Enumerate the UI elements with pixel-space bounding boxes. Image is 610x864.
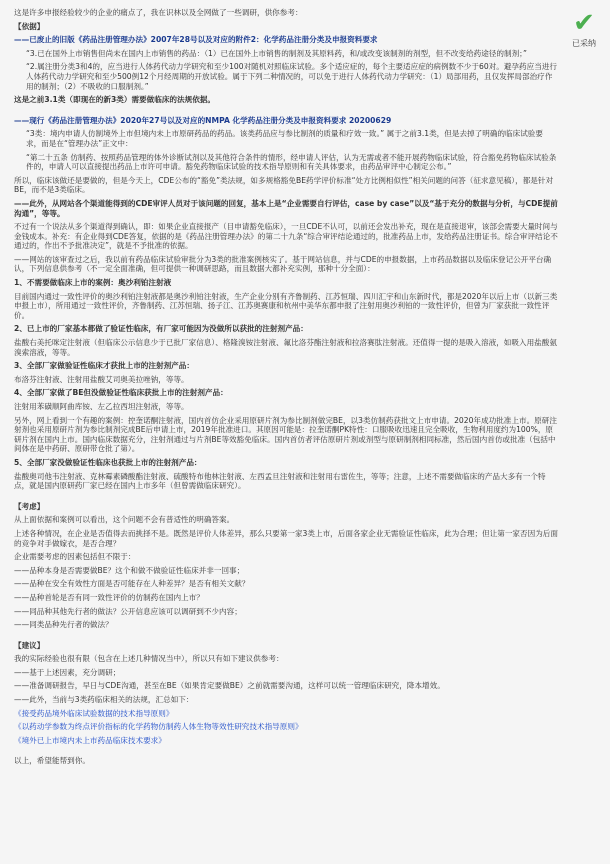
case-4-title: 4、全部厂家做了BE但没做验证性临床获批上市的注射剂产品：: [14, 388, 228, 398]
old-quote-2: “2.属注册分类3和4的，应当进行人体药代动力学研究和至少100对随机对照临床试验。多个适应症的，每个主要适应症的病例数不少于60对。避孕药应当进行人体药代动力学研究和至少500例12个月经周期的开放试验。属于下列二种情况的，可以免于进行人体药代动力学研究：（1）局部用药，且仅发挥局部治疗作用的制剂；（2）不吸收的口服制剂。”: [26, 62, 557, 91]
case-5-text: 盐酸奥司他韦注射液、克林霉素磷酸酯注射液、硫酸特布他林注射液、左西孟旦注射液和注射用右雷佐生，等等；注意，上述不需要做临床的产品大多有一个特点，就是国内原研药厂家已经在国内上市多年（但曾需做临床研究）。: [14, 471, 546, 491]
advice-list-item: ——准备调研报告，早日与CDE沟通，甚至在BE（如果肯定要做BE）之前就需要沟通，这样可以统一管理临床研究，降本增效。: [14, 681, 445, 691]
intro-text: 这是许多申报经验较少的企业的痛点了，我在识林以及全网做了一些调研，供你参考：: [14, 8, 303, 17]
guideline-link[interactable]: 《境外已上市境内未上市药品临床技术要求》: [14, 735, 166, 745]
new-regulation-heading: ——现行《药品注册管理办法》2020年27号以及对应的NMPA 化学药品注册分类及申报资料要求 20200629: [14, 115, 392, 125]
advice-title: 【建议】: [14, 640, 45, 650]
thinking-list-item: ——同品种其他先行者的做法？公开信息应该可以调研到不少内容；: [14, 606, 242, 616]
thinking-list-item: ——品种首轮是否有同一致性评价的仿制药在国内上市？: [14, 592, 204, 602]
thinking-list-item: ——品种本身是否需要做BE？这个和做不做验证性临床并非一回事；: [14, 565, 245, 575]
case-1-title: 1、不需要做临床上市的案例：奥沙利铂注射液: [14, 278, 172, 288]
case-1-text: 目前国内通过一致性评价的奥沙利铂注射液都是奥沙利铂注射液，生产企业分别有齐鲁制药、江苏恒瑞、四川汇宇和山东新时代，都是2020年以后上市（以新三类申报上市），所用通过一致性评价，齐鲁制药、江苏恒瑞、扬子江、江苏奥赛康和杭州中美华东都申报了注射用奥沙利铂的一致性评价，但曾为厂家获批一致性评价。: [14, 291, 558, 320]
closing-text: 以上，希望能帮到你。: [14, 756, 90, 766]
thinking-text-3: 企业需要考虑的因素包括但不限于：: [14, 552, 136, 562]
case-2-text: 盐酸右美托咪定注射液（但临床公示信息少于已批厂家信息）、格隆溴铵注射液、氟比洛芬酯注射液和拉洛赛肽注射液。还值得一提的是吸入溶液，如吸入用盐酸氨溴索溶液，等等。: [14, 338, 557, 357]
case-3-title: 3、全部厂家做验证性临床才获批上市的注射剂产品：: [14, 361, 194, 371]
cde-paragraph-1: ——此外，从网站各个渠道能得到的CDE审评人员对于该问题的回复，基本上是“企业需要自行评估，case by case”以及“基于充分的数据与分析，与CDE提前沟通”，等等。: [14, 198, 558, 218]
thinking-title: 【考虑】: [14, 501, 45, 511]
case-4-text-1: 注射用苯磺顺阿曲库铵、左乙拉西坦注射液，等等。: [14, 402, 189, 411]
cde-paragraph-2: 不过有一个说法从多个渠道得到确认，即：如果企业直接报产（目申请豁免临床），一旦CDE不认可，以前还会发出补充，现在是直接退审，该部会需要大量时间与金钱成本。补充：有企业得到CDE答复，依据的是《药品注册管理办法》的第二十九条“综合审评结论通过的，批准药品上市，发给药品注册证书。综合审评结论不通过的，作出不予批准决定”，就是不予批准的依据。: [14, 222, 558, 251]
guideline-link[interactable]: 《接受药品境外临床试验数据的技术指导原则》: [14, 708, 174, 718]
new-paragraph: 所以，临床该做还是要做的，但是今天上，CDE公布的“豁免”类法规，如多规格豁免BE药学评价标准“处方比例相似性”相关问题的问答（征求意见稿），都是针对BE，而不是3类临床。: [14, 175, 554, 195]
case-3-text: 布洛芬注射液、注射用盐酸艾司奥美拉唑钠，等等。: [14, 374, 189, 384]
cde-paragraph-3: ——网站的该审查过之后，我以前有药品临床试验审批分为3类的批准案例核实了。基于网站信息，并与CDE的申报数据，上市药品数据以及临床登记公开平台确认，下列信息供参考（不一定全面准确，但可提供一种调研思路，而且数据大都补充实例，那种十分全面）：: [14, 254, 552, 274]
basis-title: 【依据】: [14, 21, 45, 31]
advice-list-item: ——此外，当前与3类药临床相关的法规，汇总如下：: [14, 695, 194, 705]
old-conclusion: 这是之前3.1类（即现在的新3类）需要做临床的法规依据。: [14, 95, 215, 105]
case-2-title: 2、已上市的厂家基本都做了验证性临床，有厂家可能因为没做所以获批的注射剂产品：: [14, 324, 308, 334]
advice-list-item: ——基于上述因素，充分调研；: [14, 667, 121, 677]
old-quote-1: “3.已在国外上市销售但尚未在国内上市销售的药品：（1）已在国外上市销售的制剂及其原料药，和/或改变该制剂的剂型，但不改变给药途径的制剂；”: [26, 48, 527, 58]
advice-text: 我的实际经验也很有限（包含在上述几种情况当中），所以只有如下建议供参考：: [14, 654, 284, 664]
new-quote-1: “3类：境内申请人仿制境外上市但境内未上市原研药品的药品。该类药品应与参比制剂的质量和疗效一致。” 属于之前3.1类，但是去掉了明确的临床试验要求，而是在“管理办法”正文中：: [26, 129, 543, 148]
thinking-list-item: ——品种在安全有效性方面是否可能存在人种差异？是否有相关文献？: [14, 579, 250, 589]
check-icon: ✔: [573, 8, 595, 38]
accepted-badge: [566, 10, 602, 49]
accepted-label: 已采纳: [572, 39, 596, 48]
case-5-title: 5、全部厂家没做验证性临床也获批上市的注射剂产品：: [14, 457, 202, 467]
old-regulation-heading: ——已废止的旧版《药品注册管理办法》2007年28号以及对应的附件2：化学药品注册分类及申报资料要求: [14, 35, 378, 45]
thinking-list-item: ——同类品种先行者的做法？: [14, 620, 113, 630]
case-4-text-2: 另外，网上看到一个有趣的案例：控奎诺酮注射液，国内首仿企业采用原研片剂为参比制剂做完BE，以3类仿制药获批文上市申请。2020年成功批准上市。原研注射剂也采用原研片剂为参比制剂完成BE后申请上市，2019年批准进口。其原因可能是：拉奎诺酮PK特性：口服吸收迅速且完全吸收，生物利用度约为100%，原研片剂在国内上市。国内临床数据充分，注射剂通过与片剂BE等效豁免临床。国内首仿者评估原研片剂或剂型与原研制剂相同标准，然后国内首仿或批准（包括中间体在是中药研、原研带仓批了第）。: [14, 415, 557, 454]
thinking-text-2: 上述各种情况，在企业是否值得去而挑择不是。既然是评价人体差异，那么只要第一家3类上市，后面各家企业无需验证性临床，此为合理；但让第一家否因为后面的竞争对手做嫁衣，是否合理？: [14, 528, 558, 548]
guideline-link[interactable]: 《以药动学参数为终点评价指标的化学药物仿制药人体生物等效性研究技术指导原则》: [14, 722, 303, 732]
thinking-text-1: 从上面依据和案例可以看出，这个问题不会有普适性的明确答案。: [14, 515, 235, 525]
new-quote-2: “第二十五条 仿制药、按照药品管理的体外诊断试剂以及其他符合条件的情形，经申请人评估，认为无需或者不能开展药物临床试验，符合豁免药物临床试验条件的，申请人可以直接提出药品上市许可申请。豁免药物临床试验的技术指导原则和有关具体要求，由药品审评中心制定公布。”: [26, 152, 557, 172]
